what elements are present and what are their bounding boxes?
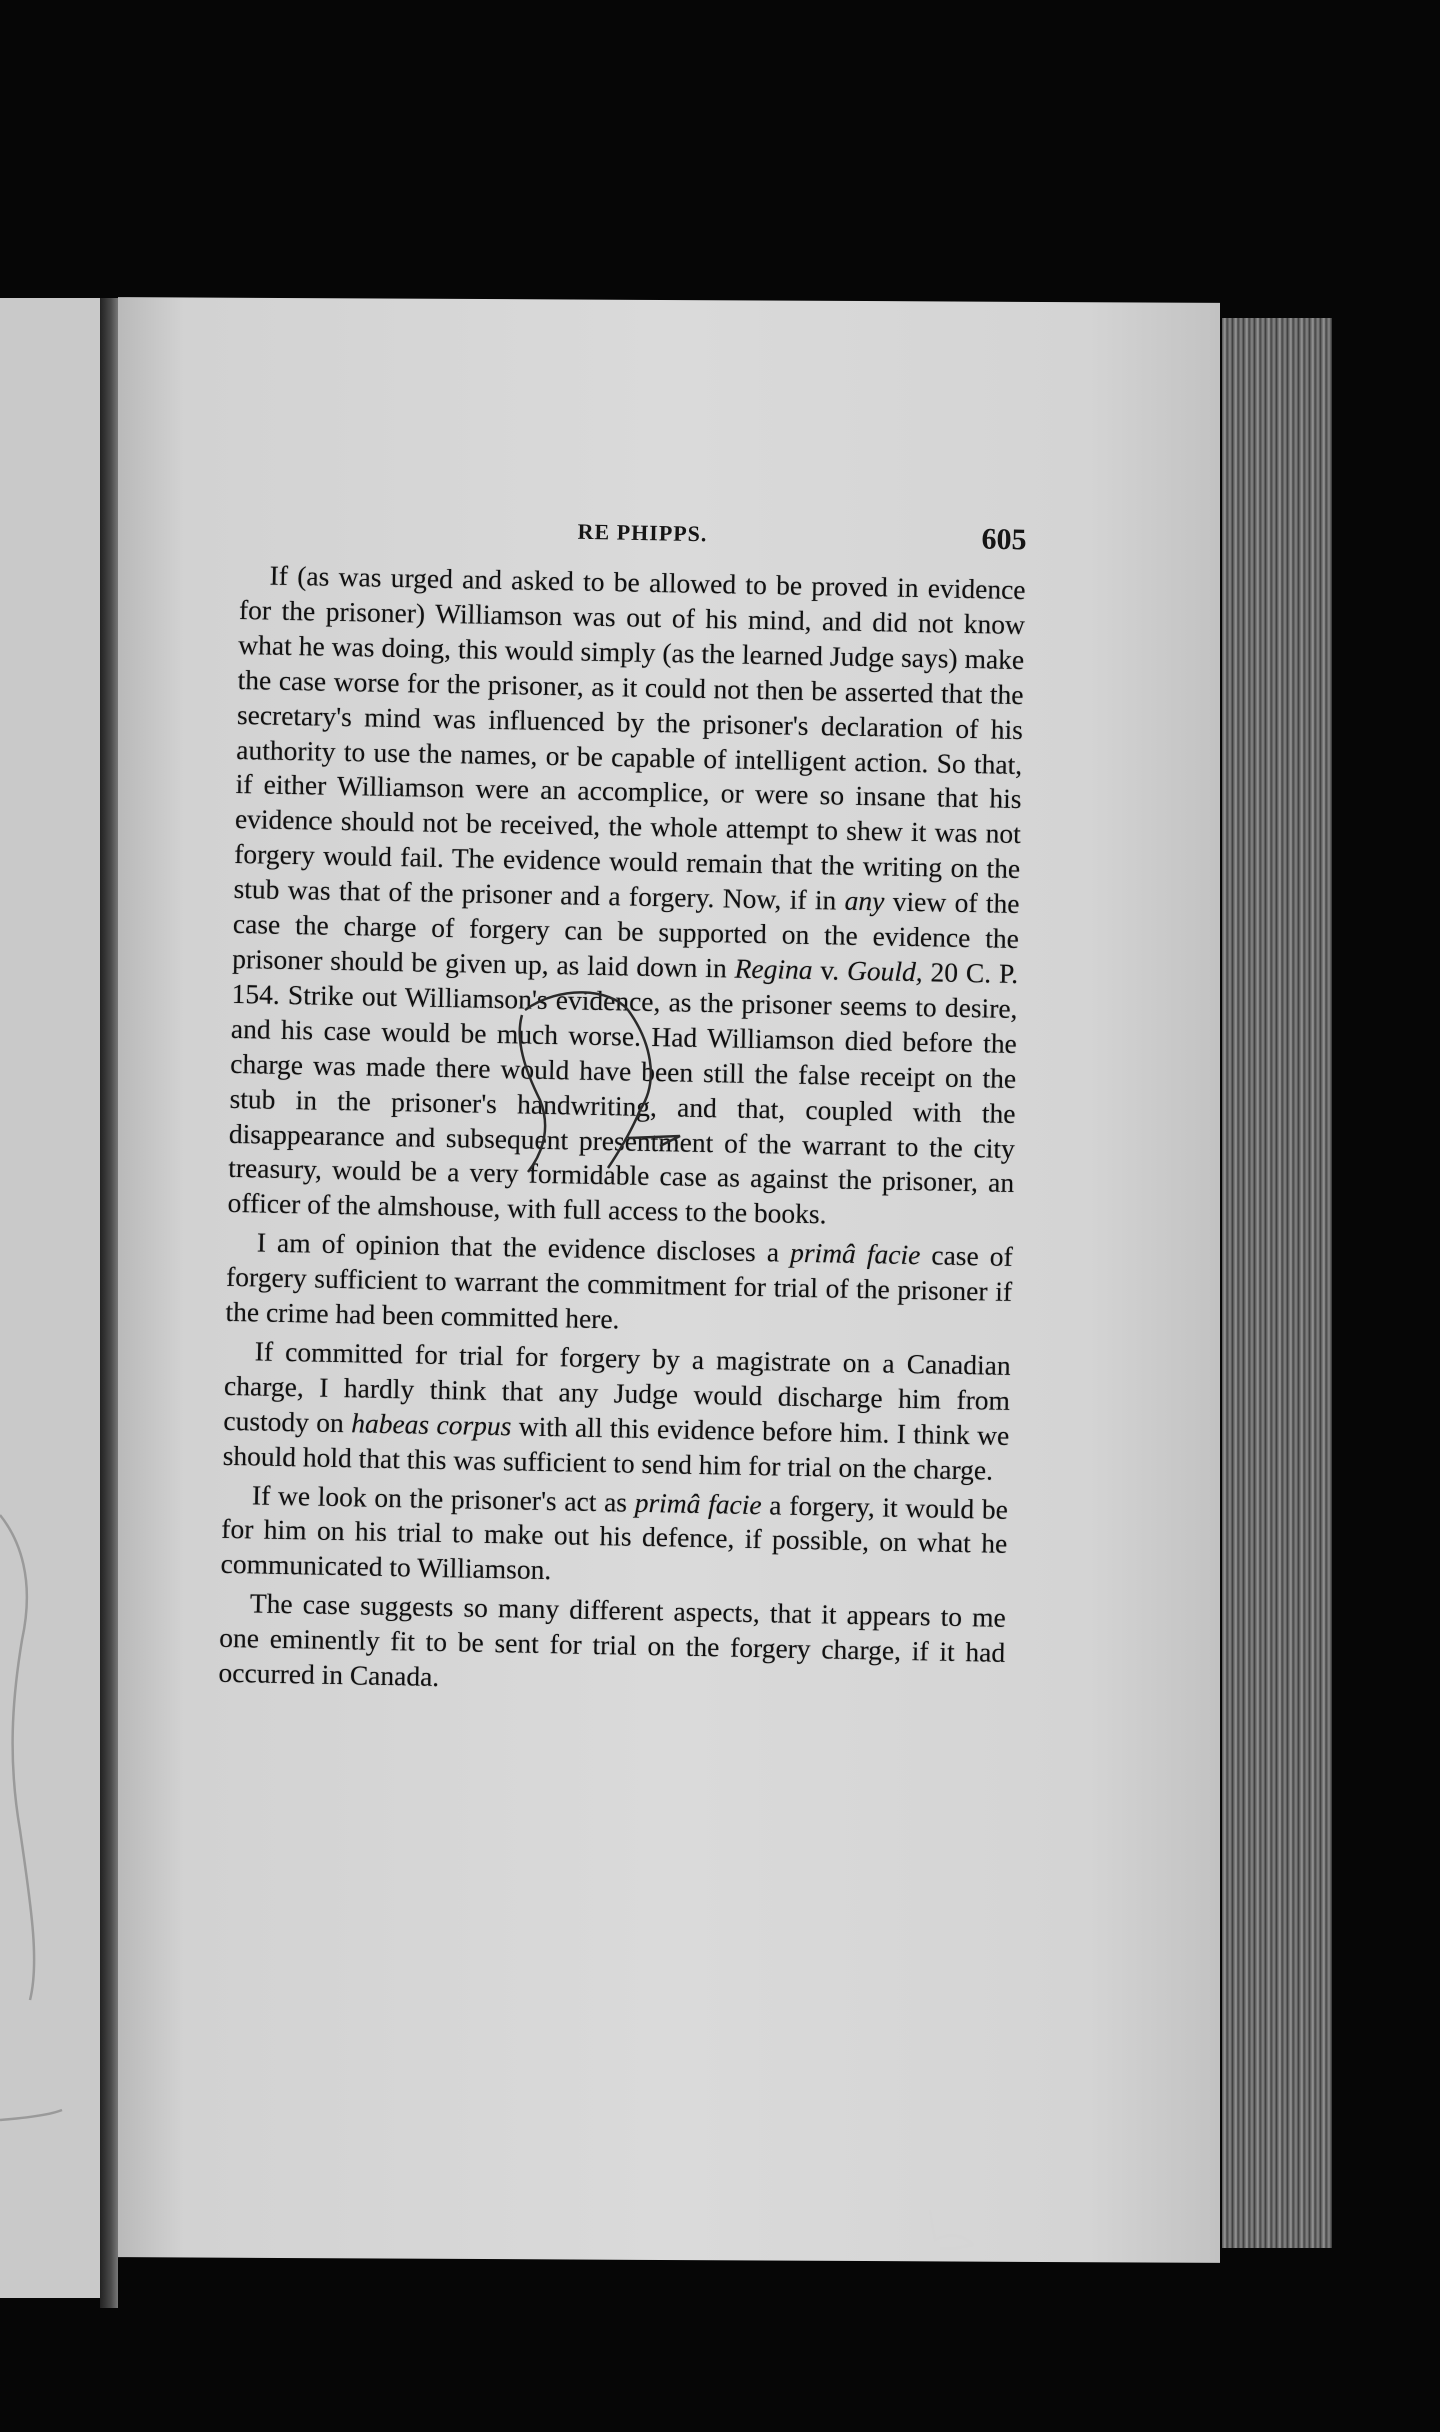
text-run: 20 C. P. 154. Strike out Williamson's evidence, as the prisoner seems to desire, and his case would be much worse. Had Williamson died before the charge was made there would have been still the false receipt on the stub in the prisoner's handwriting, and that, coupled with the disappearance and subsequent presentment of the warrant to the city treasury, would be a very formidable case as against the prisoner, an officer of the almshouse, with full access to the books.	[227, 956, 1019, 1230]
paragraph	[218, 1586, 1006, 1706]
text-run: a forgery, it would be for him on his trial to make out his defence, if possible, on what he communicated to Williamson.	[220, 1488, 1009, 1586]
paragraph	[225, 1225, 1013, 1345]
italic-text: any	[844, 884, 885, 917]
text-run: v.	[812, 954, 848, 986]
text-run: If we look on the prisoner's act as	[251, 1478, 636, 1518]
page-block-edges	[1222, 318, 1332, 2248]
page-number: 605	[981, 522, 1027, 557]
italic-text: primâ facie	[789, 1236, 921, 1271]
paragraph	[227, 558, 1026, 1236]
italic-text: Regina	[734, 952, 813, 986]
text-run: with all this evidence before him. I think we should hold that this was sufficient to send him for trial on the charge.	[222, 1410, 1010, 1486]
text-run: The case suggests so many different aspects, that it appears to me one eminently fit to be sent for trial on the forgery charge, if it had occurred in Canada.	[218, 1587, 1007, 1693]
text-run: I am of opinion that the evidence discloses a	[256, 1226, 791, 1268]
text-run: view of the case the charge of forgery can be supported on the evidence the prisoner should be given up, as laid down in	[232, 885, 1020, 984]
italic-text: primâ facie	[634, 1486, 762, 1520]
italic-text: Gould,	[846, 954, 924, 988]
italic-text: habeas corpus	[350, 1407, 512, 1442]
text-run: case of forgery sufficient to warrant the commitment for trial of the prisoner if the crime had been committed here.	[225, 1239, 1014, 1335]
text-run: If committed for trial for forgery by a magistrate on a Canadian charge, I hardly think that any Judge would discharge him from custody on	[223, 1335, 1011, 1439]
body-text	[218, 558, 1026, 1710]
paragraph	[220, 1477, 1008, 1597]
facing-page-edge	[0, 298, 106, 2298]
paragraph	[222, 1334, 1011, 1489]
text-run: If (as was urged and asked to be allowed to be proved in evidence for the prisoner) Williamson was out of his mind, and did not know what he was doing, this would simply (as the learned Judge says) make the case worse for the prisoner, as it could not then be asserted that the secretary's mind was influenced by the prisoner's declaration of his authority to use the names, or be capable of intelligent action. So that, if either Williamson were an accomplice, or were so insane that his evidence should not be received, the whole attempt to shew it was not forgery would fail. The evidence would remain that the writing on the stub was that of the prisoner and a forgery. Now, if in	[233, 559, 1026, 916]
running-head: RE PHIPPS.	[577, 518, 708, 547]
book-gutter	[100, 298, 118, 2308]
